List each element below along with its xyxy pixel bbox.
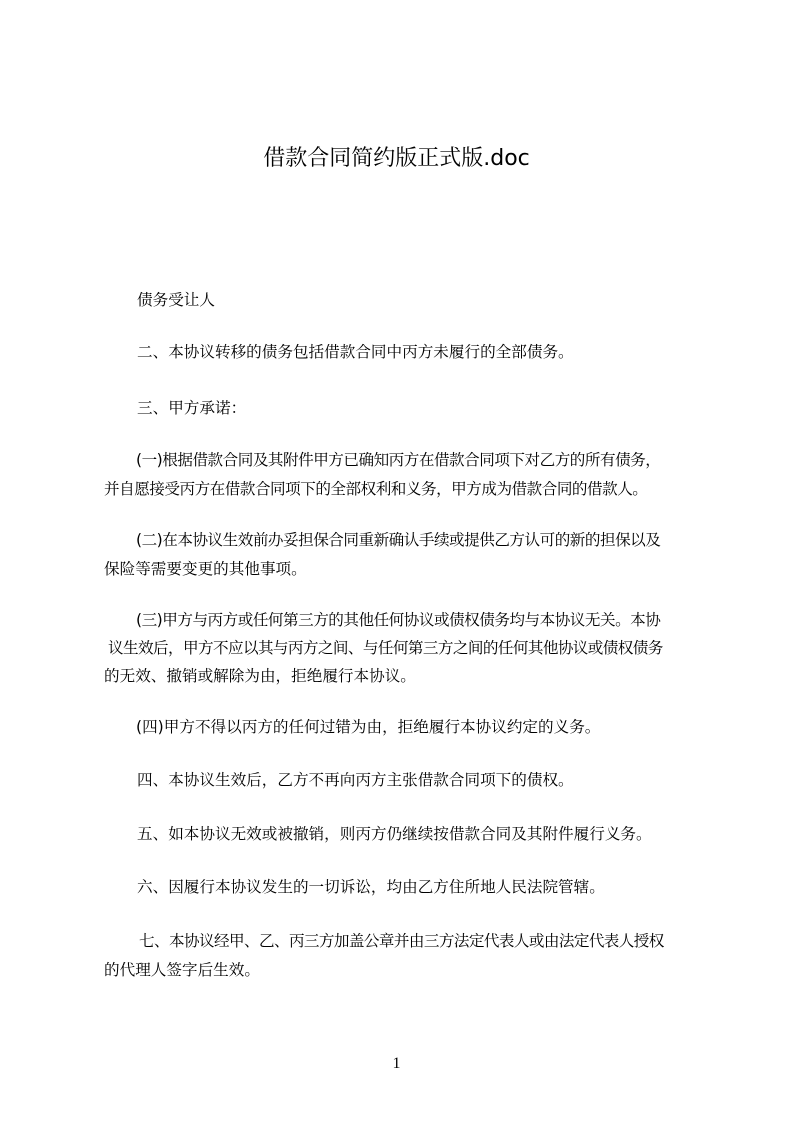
paragraph-line: 保险等需要变更的其他事项。 [104, 560, 307, 578]
paragraph-line: 三、甲方承诺： [137, 399, 247, 417]
paragraph-line: 的代理人签字后生效。 [104, 961, 260, 979]
paragraph-line: (四)甲方不得以丙方的任何过错为由，拒绝履行本协议约定的义务。 [136, 718, 601, 736]
paragraph-line: (三)甲方与丙方或任何第三方的其他任何协议或债权债务均与本协议无关。本协 [136, 611, 661, 629]
paragraph-line: 的无效、撤销或解除为由，拒绝履行本协议。 [104, 667, 416, 685]
paragraph-line: 二、本协议转移的债务包括借款合同中丙方未履行的全部债务。 [137, 343, 574, 361]
page-number: 1 [392, 1055, 401, 1072]
paragraph-line: 四、本协议生效后，乙方不再向丙方主张借款合同项下的债权。 [137, 771, 574, 789]
paragraph-line: 议生效后，甲方不应以其与丙方之间、与任何第三方之间的任何其他协议或债权债务 [108, 639, 663, 657]
paragraph-line: (一)根据借款合同及其附件甲方已确知丙方在借款合同项下对乙方的所有债务， [136, 451, 661, 469]
paragraph-line: 五、如本协议无效或被撤销，则丙方仍继续按借款合同及其附件履行义务。 [137, 825, 652, 843]
document-title: 借款合同简约版正式版.doc [263, 146, 530, 171]
paragraph-line: 七、本协议经甲、乙、丙三方加盖公章并由三方法定代表人或由法定代表人授权 [139, 932, 664, 950]
paragraph-line: (二)在本协议生效前办妥担保合同重新确认手续或提供乙方认可的新的担保以及 [136, 531, 661, 549]
paragraph-line: 六、因履行本协议发生的一切诉讼，均由乙方住所地人民法院管辖。 [137, 878, 605, 896]
paragraph-line: 并自愿接受丙方在借款合同项下的全部权利和义务，甲方成为借款合同的借款人。 [104, 480, 648, 498]
paragraph-line: 债务受让人 [137, 291, 215, 309]
